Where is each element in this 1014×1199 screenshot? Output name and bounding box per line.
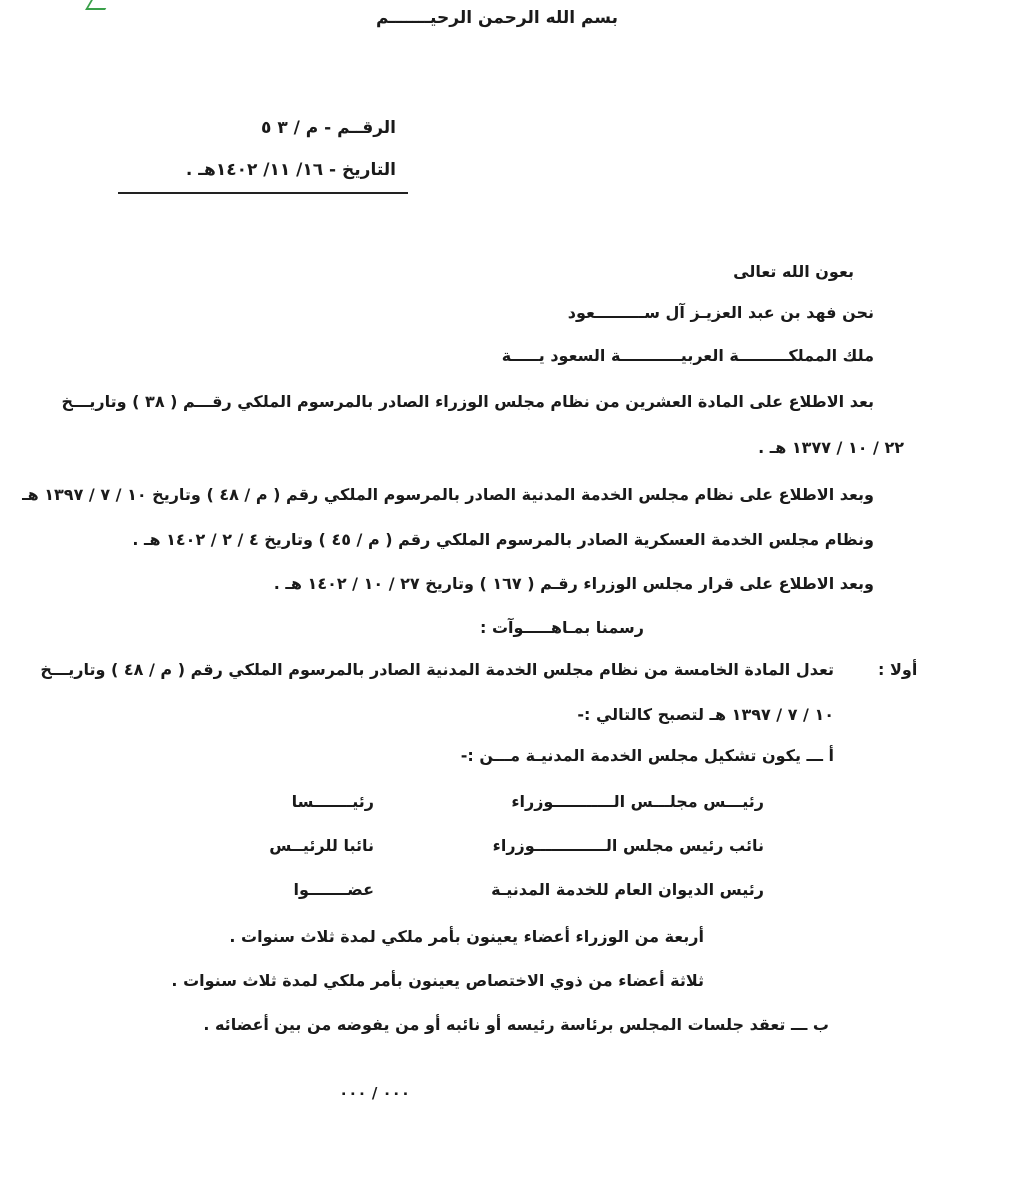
basmala-heading: بسم الله الرحمن الرحيـــــــم — [376, 8, 618, 28]
composition-role-1: رئيـــس مجلـــس الـــــــــــوزراء — [511, 792, 764, 811]
members-ministers: أربعة من الوزراء أعضاء يعينون بأمر ملكي لمدة ثلاث سنوات . — [229, 927, 704, 946]
header-divider — [118, 192, 408, 194]
decree-heading: رسمنا بمـاهـــــوآت : — [480, 618, 644, 637]
preamble-1-line-2: ٢٢ / ١٠ / ١٣٧٧ هـ . — [758, 438, 904, 457]
opening-phrase: بعون الله تعالى — [733, 262, 854, 281]
article-first-label: أولا : — [878, 660, 918, 679]
item-a-heading: أ ـــ يكون تشكيل مجلس الخدمة المدنيـة مـــن :- — [460, 746, 834, 765]
composition-position-1: رئيـــــــسا — [291, 792, 374, 811]
corner-check-mark — [85, 0, 111, 10]
article-first-line-1: تعدل المادة الخامسة من نظام مجلس الخدمة المدنية الصادر بالمرسوم الملكي رقم ( م / ٤٨ ) وتاريـــخ — [40, 660, 834, 679]
composition-role-2: نائب رئيس مجلس الـــــــــــــوزراء — [492, 836, 764, 855]
preamble-2-line-1: وبعد الاطلاع على نظام مجلس الخدمة المدنية الصادر بالمرسوم الملكي رقم ( م / ٤٨ ) وتاريخ ١٠ / ٧ / ١٣٩٧ هـ — [22, 485, 874, 504]
item-b-text: ب ـــ تعقد جلسات المجلس برئاسة رئيسه أو نائبه أو من يفوضه من بين أعضائه . — [203, 1015, 829, 1034]
reference-date: التاريخ - ١٦/ ١١/ ١٤٠٢هـ . — [185, 160, 396, 180]
composition-position-2: نائبا للرئيــس — [269, 836, 374, 855]
composition-position-3: عضـــــــوا — [293, 880, 374, 899]
article-first-line-2: ١٠ / ٧ / ١٣٩٧ هـ لتصبح كالتالي :- — [577, 705, 834, 724]
reference-number: الرقــم - م / ٣ ٥ — [261, 118, 396, 138]
composition-role-3: رئيس الديوان العام للخدمة المدنيـة — [491, 880, 764, 899]
king-title: ملك المملكـــــــــة العربيـــــــــــة السعود يـــــة — [501, 346, 874, 365]
preamble-1-line-1: بعد الاطلاع على المادة العشرين من نظام مجلس الوزراء الصادر بالمرسوم الملكي رقـــم ( ٣٨ ) وتاريـــخ — [61, 392, 874, 411]
members-specialists: ثلاثة أعضاء من ذوي الاختصاص يعينون بأمر ملكي لمدة ثلاث سنوات . — [171, 971, 704, 990]
preamble-2-line-2: ونظام مجلس الخدمة العسكرية الصادر بالمرسوم الملكي رقم ( م / ٤٥ ) وتاريخ ٤ / ٢ / ١٤٠٢ هـ . — [132, 530, 874, 549]
continuation-mark: ٠٠٠ / ٠٠٠ — [339, 1084, 410, 1102]
preamble-3: وبعد الاطلاع على قرار مجلس الوزراء رقـم ( ١٦٧ ) وتاريخ ٢٧ / ١٠ / ١٤٠٢ هـ . — [273, 574, 874, 593]
king-name: نحن فهد بن عبد العزيـز آل ســـــــــعود — [567, 303, 874, 322]
